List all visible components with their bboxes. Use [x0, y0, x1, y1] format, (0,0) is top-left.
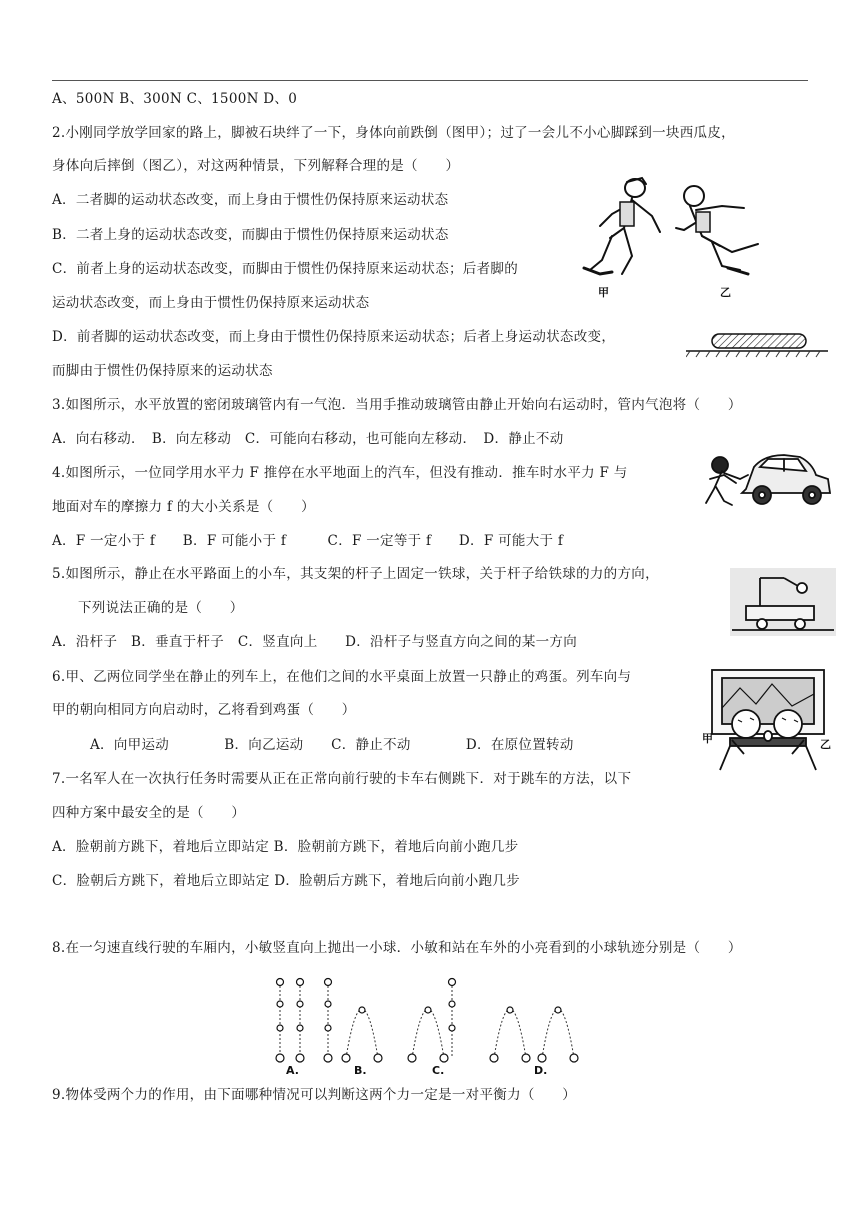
train-eggs-figure — [700, 664, 836, 776]
q2-option-d-line2: 而脚由于惯性仍保持原来的运动状态 — [52, 363, 273, 379]
pushing-car-figure — [702, 445, 834, 515]
figure-label-jia-2: 甲 — [702, 732, 713, 745]
header-rule — [52, 80, 808, 81]
q2-stem-line2: 身体向后摔倒（图乙），对这两种情景，下列解释合理的是（ ） — [52, 158, 460, 174]
q5-stem-line2: 下列说法正确的是（ ） — [78, 600, 244, 616]
figure-label-yi: 乙 — [720, 286, 731, 299]
q2-option-d-line1: D．前者脚的运动状态改变，而上身由于惯性仍保持原来运动状态；后者上身运动状态改变， — [52, 329, 616, 345]
q7-options-ab: A．脸朝前方跳下，着地后立即站定 B．脸朝前方跳下，着地后向前小跑几步 — [52, 839, 519, 855]
trajectory-figure — [262, 972, 598, 1076]
q7-options-cd: C．脸朝后方跳下，着地后立即站定 D．脸朝后方跳下，着地后向前小跑几步 — [52, 873, 520, 889]
q2-option-b: B．二者上身的运动状态改变，而脚由于惯性仍保持原来运动状态 — [52, 227, 449, 243]
q7-stem-line1: 7.一名军人在一次执行任务时需要从正在正常向前行驶的卡车右侧跳下．对于跳车的方法，以下 — [52, 771, 632, 787]
q6-stem-line1: 6.甲、乙两位同学坐在静止的列车上，在他们之间的水平桌面上放置一只静止的鸡蛋。列车向与 — [52, 669, 632, 685]
q4-stem-line1: 4.如图所示，一位同学用水平力 F 推停在水平地面上的汽车，但没有推动．推车时水平力 F 与 — [52, 465, 628, 481]
q5-options: A．沿杆子 B．垂直于杆子 C．竖直向上 D．沿杆子与竖直方向之间的某一方向 — [52, 634, 578, 650]
q9-stem: 9.物体受两个力的作用，由下面哪种情况可以判断这两个力一定是一对平衡力（ ） — [52, 1087, 577, 1103]
q2-option-c-line1: C．前者上身的运动状态改变，而脚由于惯性仍保持原来运动状态；后者脚的 — [52, 261, 519, 277]
q5-stem-line1: 5.如图所示，静止在水平路面上的小车，其支架的杆子上固定一铁球，关于杆子给铁球的力的方向， — [52, 566, 659, 582]
q1-options: A、500N B、300N C、1500N D、0 — [52, 91, 298, 107]
q4-stem-line2: 地面对车的摩擦力 f 的大小关系是（ ） — [52, 499, 315, 515]
q2-stem-line1: 2.小刚同学放学回家的路上，脚被石块绊了一下，身体向前跌倒（图甲）；过了一会儿不小心脚踩到一块西瓜皮， — [52, 125, 735, 141]
q7-stem-line2: 四种方案中最安全的是（ ） — [52, 805, 246, 821]
q3-options: A．向右移动． B．向左移动 C．可能向右移动，也可能向左移动． D．静止不动 — [52, 431, 564, 447]
trajectory-label-a: A. — [286, 1064, 299, 1076]
q6-options: A．向甲运动 B．向乙运动 C．静止不动 D．在原位置转动 — [90, 737, 574, 753]
q4-options: A．F 一定小于 f B．F 可能小于 f C．F 一定等于 f D．F 可能大于 f — [52, 533, 564, 549]
q8-stem: 8.在一匀速直线行驶的车厢内，小敏竖直向上抛出一小球．小敏和站在车外的小亮看到的小球轨迹分别是（ ） — [52, 940, 742, 956]
trajectory-label-d: D. — [534, 1064, 548, 1076]
q2-option-c-line2: 运动状态改变，而上身由于惯性仍保持原来运动状态 — [52, 295, 370, 311]
q6-stem-line2: 甲的朝向相同方向启动时，乙将看到鸡蛋（ ） — [52, 702, 356, 718]
trajectory-label-b: B. — [354, 1064, 367, 1076]
q3-stem: 3.如图所示，水平放置的密闭玻璃管内有一气泡．当用手推动玻璃管由静止开始向右运动时，管内气泡将（ ） — [52, 397, 742, 413]
figure-label-jia: 甲 — [598, 286, 609, 299]
trajectory-label-c: C. — [432, 1064, 445, 1076]
falling-boys-figure — [572, 170, 772, 300]
cart-rod-ball-figure — [730, 568, 836, 636]
figure-label-yi-2: 乙 — [820, 738, 831, 751]
glass-tube-figure — [686, 330, 828, 358]
q2-option-a: A．二者脚的运动状态改变，而上身由于惯性仍保持原来运动状态 — [52, 192, 449, 208]
